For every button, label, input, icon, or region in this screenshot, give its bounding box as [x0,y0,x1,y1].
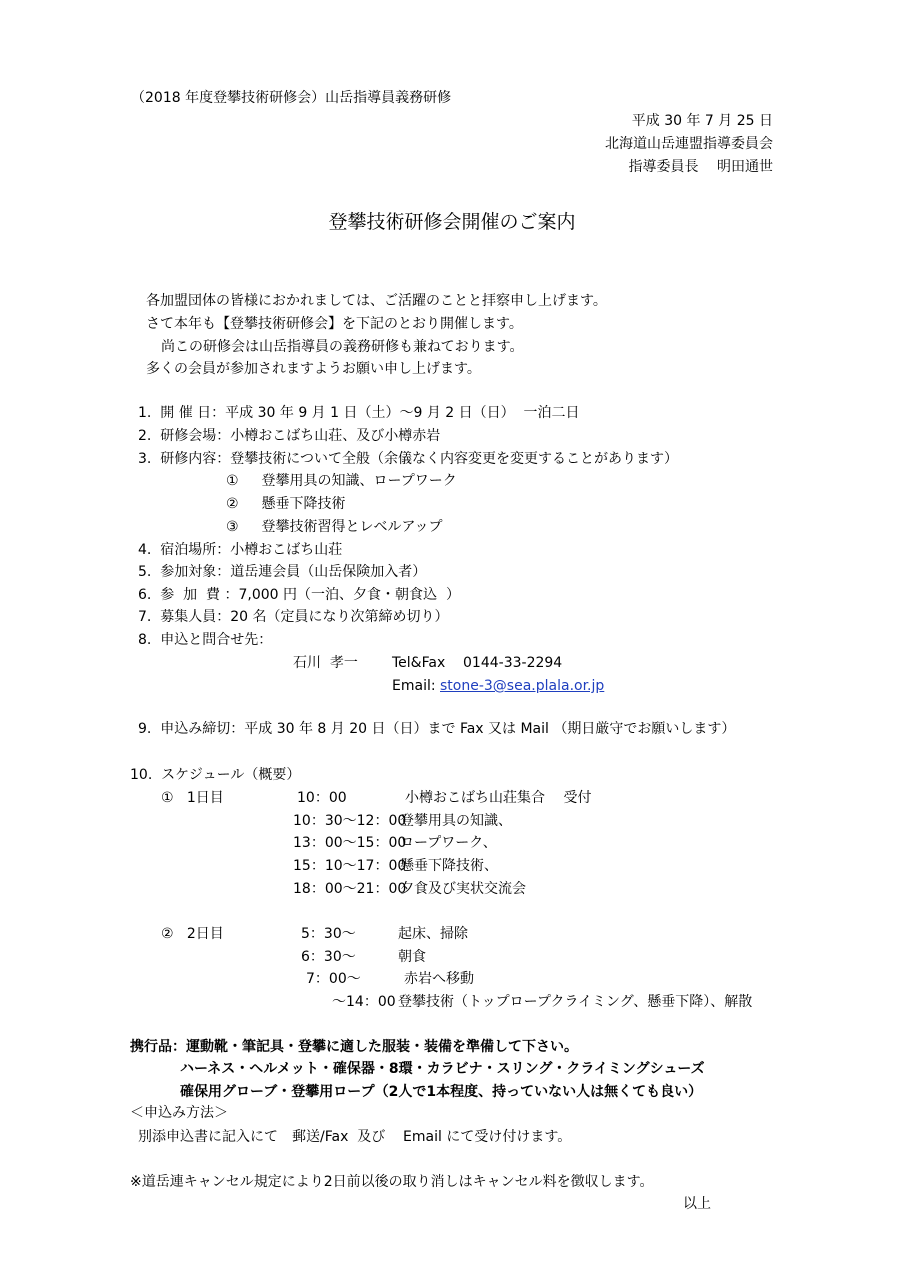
schedule-activity: ロープワーク、 [400,835,497,851]
series-label: （2018 年度登攀技術研修会）山岳指導員義務研修 [131,90,452,106]
contact-tel: Tel&Fax 0144-33-2294 [392,655,563,671]
cancel-note: ※道岳連キャンセル規定により2日前以後の取り消しはキャンセル料を徴収します。 [130,1174,654,1190]
items-to-bring-line: 確保用グローブ・登攀用ロープ（2人で1本程度、持っていない人は無くても良い） [180,1084,703,1100]
application-text: 別添申込書に記入にて 郵送/Fax 及び Email にて受け付けます。 [138,1129,572,1145]
schedule-time: ～14：00 [332,994,396,1010]
committee-chair: 指導委員長 明田通世 [628,159,773,175]
item-deadline: 9. 申込み締切：平成 30 年 8 月 20 日（日）まで Fax 又は Mail （期日厳守でお願いします） [138,721,736,737]
item-fee: 6. 参 加 費 ：7,000 円（一泊、夕食・朝食込 ） [138,587,460,603]
schedule-time: 7：00～ [306,971,361,987]
items-to-bring-line: ハーネス・ヘルメット・確保器・8環・カラビナ・スリング・クライミングシューズ [180,1061,705,1077]
item-lodging: 4. 宿泊場所：小樽おこばち山荘 [138,542,343,558]
schedule-day1-label: ① 1日目 [161,790,224,806]
issuing-organization: 北海道山岳連盟指導委員会 [605,136,773,152]
schedule-activity: 赤岩へ移動 [404,971,474,987]
schedule-activity: 登攀技術（トップロープクライミング、懸垂下降）、解散 [398,994,753,1010]
schedule-activity: 朝食 [398,949,426,965]
schedule-activity: 懸垂下降技術、 [400,858,498,874]
contact-email-row [392,679,604,693]
schedule-time: 13：00～15：00 [293,835,407,851]
schedule-day2-label: ② 2日目 [161,926,224,942]
content-sub-item: ③ 登攀技術習得とレベルアップ [226,519,443,535]
items-to-bring-line: 携行品：運動靴・筆記具・登攀に適した服装・装備を準備して下さい。 [130,1039,578,1055]
issue-date: 平成 30 年 7 月 25 日 [631,113,773,129]
greeting-line: さて本年も【登攀技術研修会】を下記のとおり開催します。 [146,316,523,332]
application-heading: ＜申込み方法＞ [130,1105,228,1121]
contact-name: 石川 孝一 [293,655,358,671]
schedule-time: 18：00～21：00 [293,881,407,897]
content-sub-item: ② 懸垂下降技術 [226,496,346,512]
schedule-time: 6：30～ [301,949,356,965]
document-title: 登攀技術研修会開催のご案内 [328,211,576,233]
schedule-time: 5：30～ [301,926,356,942]
greeting-line: 各加盟団体の皆様におかれましては、ご活躍のことと拝察申し上げます。 [146,293,607,309]
item-schedule: 10. スケジュール（概要） [130,767,301,783]
schedule-time: 15：10～17：00 [293,858,407,874]
item-venue: 2. 研修会場：小樽おこばち山荘、及び小樽赤岩 [138,428,441,444]
greeting-line: 尚この研修会は山岳指導員の義務研修も兼ねております。 [161,339,524,355]
schedule-time: 10：30～12：00 [293,813,407,829]
schedule-activity: 起床、掃除 [398,926,468,942]
item-capacity: 7. 募集人員：20 名（定員になり次第締め切り） [138,609,449,625]
greeting-line: 多くの会員が参加されますようお願い申し上げます。 [146,361,481,377]
item-contact: 8. 申込と問合せ先： [138,632,273,648]
schedule-activity: 登攀用具の知識、 [400,813,512,829]
content-sub-item: ① 登攀用具の知識、ロープワーク [226,473,457,489]
schedule-activity: 小樽おこばち山荘集合 受付 [405,790,592,806]
schedule-activity: 夕食及び実状交流会 [400,881,526,897]
closing-mark: 以上 [683,1196,711,1212]
item-dates: 1. 開 催 日：平成 30 年 9 月 1 日（土）～9 月 2 日（日） 一泊二日 [138,405,580,421]
item-eligibility: 5. 参加対象：道岳連会員（山岳保険加入者） [138,564,427,580]
contact-email-link[interactable]: stone-3@sea.plala.or.jp [440,678,605,694]
item-content: 3. 研修内容：登攀技術について全般（余儀なく内容変更を変更することがあります） [138,451,678,467]
schedule-time: 10：00 [297,790,347,806]
email-label: Email: [392,678,441,694]
